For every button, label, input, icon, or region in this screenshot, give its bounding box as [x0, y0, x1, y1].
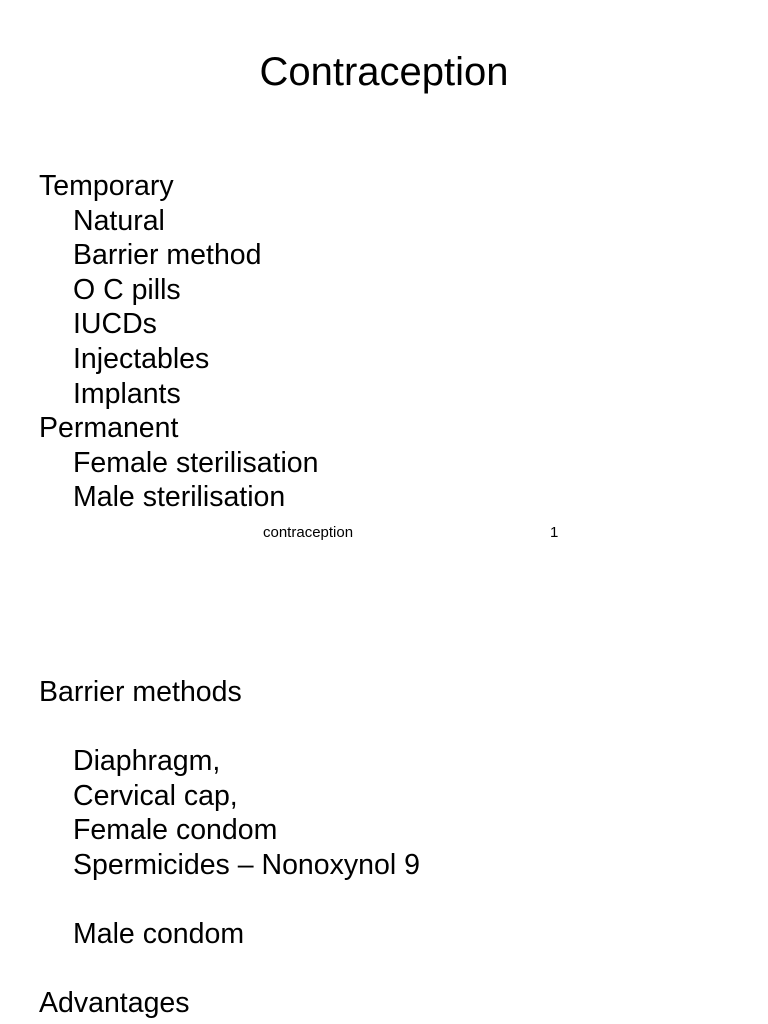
slide-footer-text: contraception — [263, 524, 354, 541]
slide-page-number: 1 — [550, 524, 559, 541]
slide-2-outline — [39, 675, 420, 1021]
outline-item: Cervical cap, — [73, 779, 238, 812]
outline-item: Barrier method — [73, 239, 262, 272]
outline-item: Female sterilisation — [73, 446, 319, 479]
outline-spacer — [39, 952, 420, 987]
outline-item: Spermicides – Nonoxynol 9 — [73, 848, 420, 881]
outline-item: Advantages — [39, 987, 190, 1020]
outline-item: Male condom — [73, 918, 245, 951]
slide-2 — [0, 560, 768, 1024]
outline-spacer — [39, 883, 420, 918]
outline-item: Barrier methods — [39, 676, 242, 708]
outline-item: Diaphragm, — [73, 745, 221, 778]
outline-item: Implants — [73, 377, 181, 410]
outline-item: O C pills — [73, 273, 181, 306]
outline-item: Male sterilisation — [73, 481, 286, 514]
outline-item: Female condom — [73, 814, 278, 847]
outline-spacer — [39, 710, 420, 745]
outline-item: Permanent — [39, 412, 179, 445]
outline-item: Injectables — [73, 342, 210, 375]
slide-1-outline — [39, 169, 319, 515]
outline-item: Natural — [73, 204, 165, 237]
slide-title: Contraception — [259, 50, 509, 94]
outline-item: Temporary — [39, 170, 174, 202]
outline-item: IUCDs — [73, 308, 157, 341]
